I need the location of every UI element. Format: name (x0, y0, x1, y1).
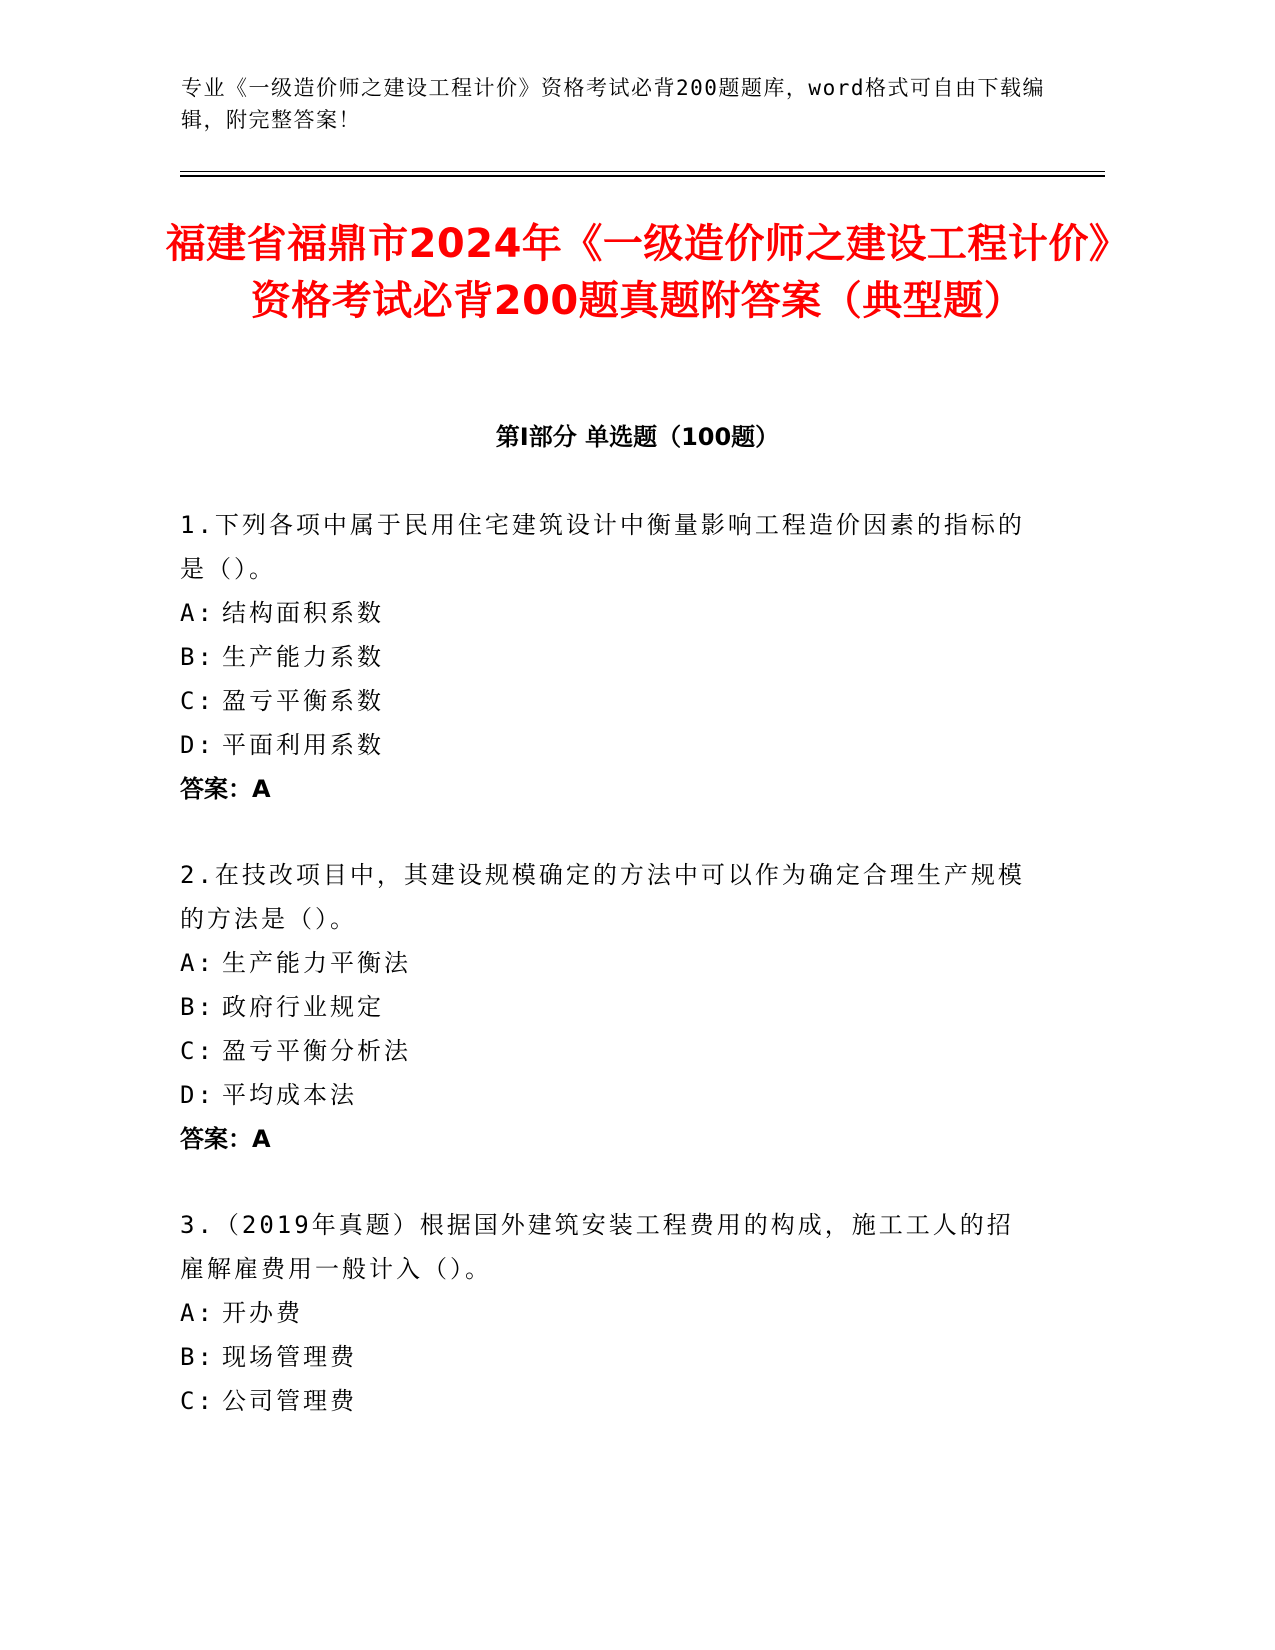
question-stem: 2.在技改项目中，其建设规模确定的方法中可以作为确定合理生产规模的方法是（）。 (180, 861, 1025, 933)
option-text: 平均成本法 (222, 1081, 357, 1109)
option-b (180, 635, 1040, 679)
option-b (180, 985, 1040, 1029)
answer-line: 答案：A (180, 775, 271, 803)
answer-line: 答案：A (180, 1125, 271, 1153)
option-c (180, 679, 1040, 723)
option-key: B: (180, 643, 215, 671)
option-key: B: (180, 993, 215, 1021)
question-list (180, 503, 1040, 1465)
option-key: D: (180, 731, 215, 759)
option-d (180, 1073, 1040, 1117)
option-text: 公司管理费 (222, 1387, 357, 1415)
option-text: 结构面积系数 (222, 599, 384, 627)
option-text: 政府行业规定 (222, 993, 384, 1021)
header-divider-thin (180, 171, 1105, 172)
option-text: 现场管理费 (222, 1343, 357, 1371)
option-key: C: (180, 1037, 215, 1065)
question-2 (180, 853, 1040, 1161)
option-text: 生产能力系数 (222, 643, 384, 671)
question-1 (180, 503, 1040, 811)
option-a (180, 941, 1040, 985)
option-key: A: (180, 599, 215, 627)
option-key: B: (180, 1343, 215, 1371)
option-key: D: (180, 1081, 215, 1109)
header-note: 专业《一级造价师之建设工程计价》资格考试必背200题题库，word格式可自由下载编辑，附完整答案！ (181, 76, 1045, 132)
option-key: C: (180, 687, 215, 715)
option-c (180, 1379, 1040, 1423)
option-key: A: (180, 949, 215, 977)
option-a (180, 591, 1040, 635)
option-b (180, 1335, 1040, 1379)
option-d (180, 723, 1040, 767)
option-key: A: (180, 1299, 215, 1327)
option-text: 盈亏平衡系数 (222, 687, 384, 715)
option-key: C: (180, 1387, 215, 1415)
header-divider-thick (180, 175, 1105, 177)
option-text: 生产能力平衡法 (222, 949, 411, 977)
option-text: 盈亏平衡分析法 (222, 1037, 411, 1065)
option-c (180, 1029, 1040, 1073)
question-3 (180, 1203, 1040, 1423)
question-stem: 3.（2019年真题）根据国外建筑安装工程费用的构成，施工工人的招雇解雇费用一般计入（）。 (180, 1211, 1014, 1283)
option-text: 开办费 (222, 1299, 303, 1327)
section-heading: 第I部分 单选题（100题） (495, 423, 780, 451)
document-title: 福建省福鼎市2024年《一级造价师之建设工程计价》资格考试必背200题真题附答案（典型题） (165, 221, 1110, 324)
option-text: 平面利用系数 (222, 731, 384, 759)
question-stem: 1.下列各项中属于民用住宅建筑设计中衡量影响工程造价因素的指标的是（）。 (180, 511, 1025, 583)
option-a (180, 1291, 1040, 1335)
